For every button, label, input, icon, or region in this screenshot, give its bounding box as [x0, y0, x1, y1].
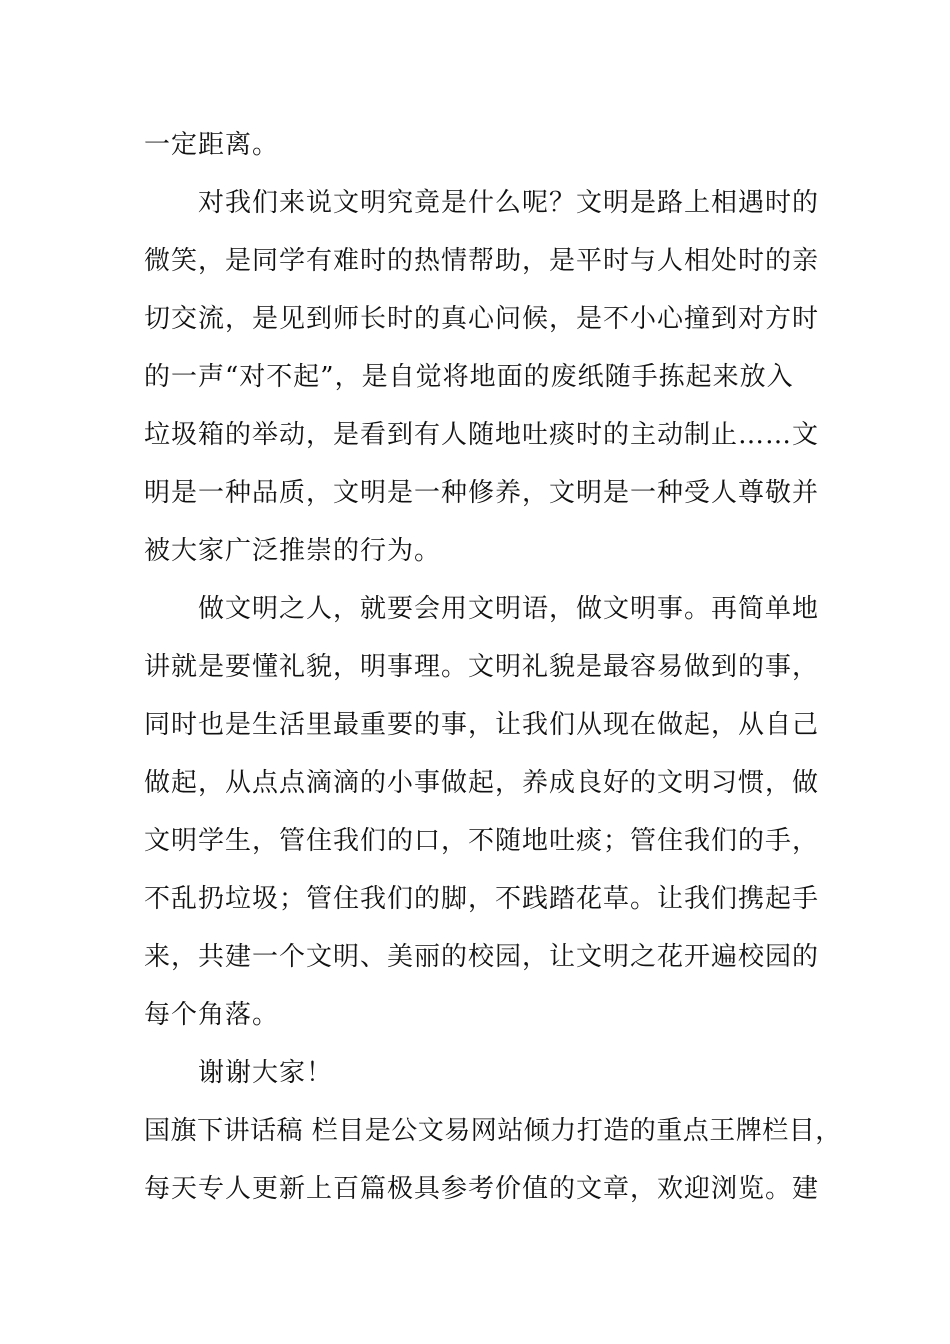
text-line: 微笑，是同学有难时的热情帮助，是平时与人相处时的亲 [144, 246, 820, 276]
column-promo-line: 每天专人更新上百篇极具参考价值的文章，欢迎浏览。建 [144, 1174, 820, 1204]
text-line: 每个角落。 [144, 1000, 280, 1030]
text-line: 垃圾箱的举动，是看到有人随地吐痰时的主动制止……文 [144, 420, 820, 450]
text-line: 来，共建一个文明、美丽的校园，让文明之花开遍校园的 [144, 942, 820, 972]
column-promo-line: 国旗下讲话稿 栏目是公文易网站倾力打造的重点王牌栏目， [144, 1116, 842, 1146]
text-line: 同时也是生活里最重要的事，让我们从现在做起，从自己 [144, 710, 820, 740]
text-line: 被大家广泛推崇的行为。 [144, 536, 442, 566]
paragraph-start-line: 做文明之人，就要会用文明语，做文明事。再简单地 [198, 594, 820, 624]
text-line: 明是一种品质，文明是一种修养，文明是一种受人尊敬并 [144, 478, 820, 508]
text-line: 做起，从点点滴滴的小事做起，养成良好的文明习惯，做 [144, 768, 820, 798]
text-line: 不乱扔垃圾；管住我们的脚，不践踏花草。让我们携起手 [144, 884, 820, 914]
document-body [144, 116, 842, 1218]
text-line: 的一声“对不起”，是自觉将地面的废纸随手拣起来放入 [144, 362, 794, 392]
closing-line: 谢谢大家！ [198, 1058, 334, 1088]
text-line: 文明学生，管住我们的口，不随地吐痰；管住我们的手， [144, 826, 820, 856]
text-line: 一定距离。 [144, 130, 280, 160]
text-line: 讲就是要懂礼貌，明事理。文明礼貌是最容易做到的事， [144, 652, 820, 682]
text-line: 切交流，是见到师长时的真心问候，是不小心撞到对方时 [144, 304, 820, 334]
paragraph-start-line: 对我们来说文明究竟是什么呢？文明是路上相遇时的 [198, 188, 820, 218]
